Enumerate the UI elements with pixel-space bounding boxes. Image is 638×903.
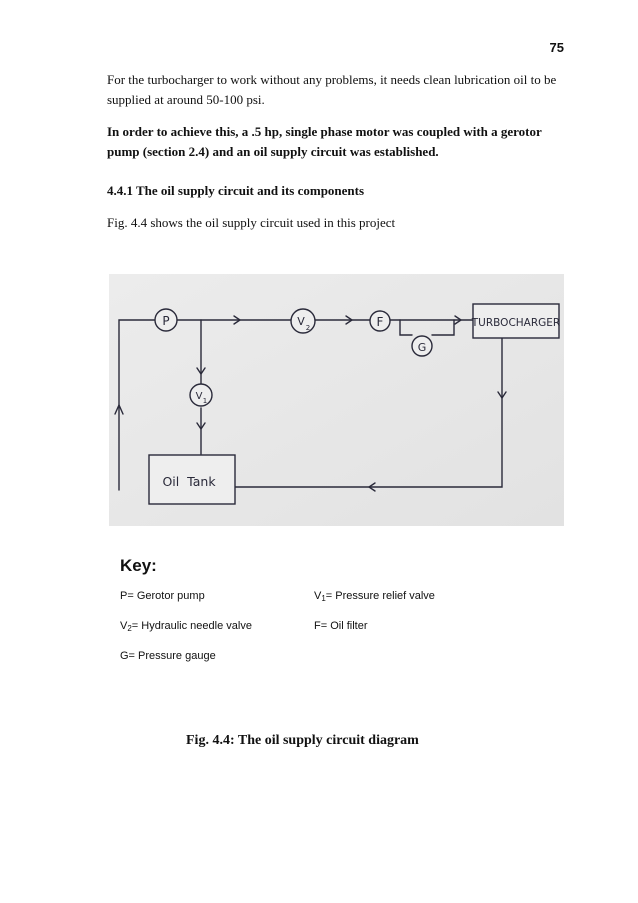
- page-number: 75: [549, 40, 564, 55]
- oil-tank-label: Oil Tank: [162, 474, 216, 489]
- gauge-label: G: [417, 341, 427, 354]
- key-v2-sub: 2: [127, 624, 132, 633]
- key-v2-letter: V: [120, 620, 128, 632]
- oil-circuit-diagram: [109, 274, 564, 526]
- pump-label: P: [162, 314, 170, 328]
- key-item-valve2: [120, 620, 252, 633]
- key-title: Key:: [120, 556, 157, 575]
- key-v1-letter: V: [314, 590, 322, 602]
- figure-caption: Fig. 4.4: The oil supply circuit diagram: [186, 733, 419, 748]
- key-item-pump: P= Gerotor pump: [120, 590, 205, 602]
- valve2-label: V: [297, 315, 305, 328]
- section-heading: 4.4.1 The oil supply circuit and its components: [107, 183, 365, 198]
- turbocharger-label: TURBOCHARGER: [471, 317, 561, 329]
- valve1-subscript: 1: [202, 397, 208, 405]
- key-v2-text: = Hydraulic needle valve: [131, 620, 252, 632]
- key-v1-sub: 1: [321, 594, 326, 603]
- filter-label: F: [376, 315, 384, 329]
- valve1-label: V: [195, 391, 203, 402]
- paragraph-motor-pump: In order to achieve this, a .5 hp, single phase motor was coupled with a gerotor pump (section 2.4) and an oil supply circuit was established.: [107, 124, 542, 159]
- section-intro: Fig. 4.4 shows the oil supply circuit used in this project: [107, 215, 396, 230]
- key-v1-text: = Pressure relief valve: [325, 590, 435, 602]
- paragraph-lubrication: For the turbocharger to work without any problems, it needs clean lubrication oil to be supplied at around 50-100 psi.: [107, 72, 557, 107]
- key-item-gauge: G= Pressure gauge: [120, 650, 216, 662]
- key-item-valve1: [314, 590, 435, 603]
- key-item-filter: F= Oil filter: [314, 620, 368, 632]
- valve2-subscript: 2: [305, 324, 311, 332]
